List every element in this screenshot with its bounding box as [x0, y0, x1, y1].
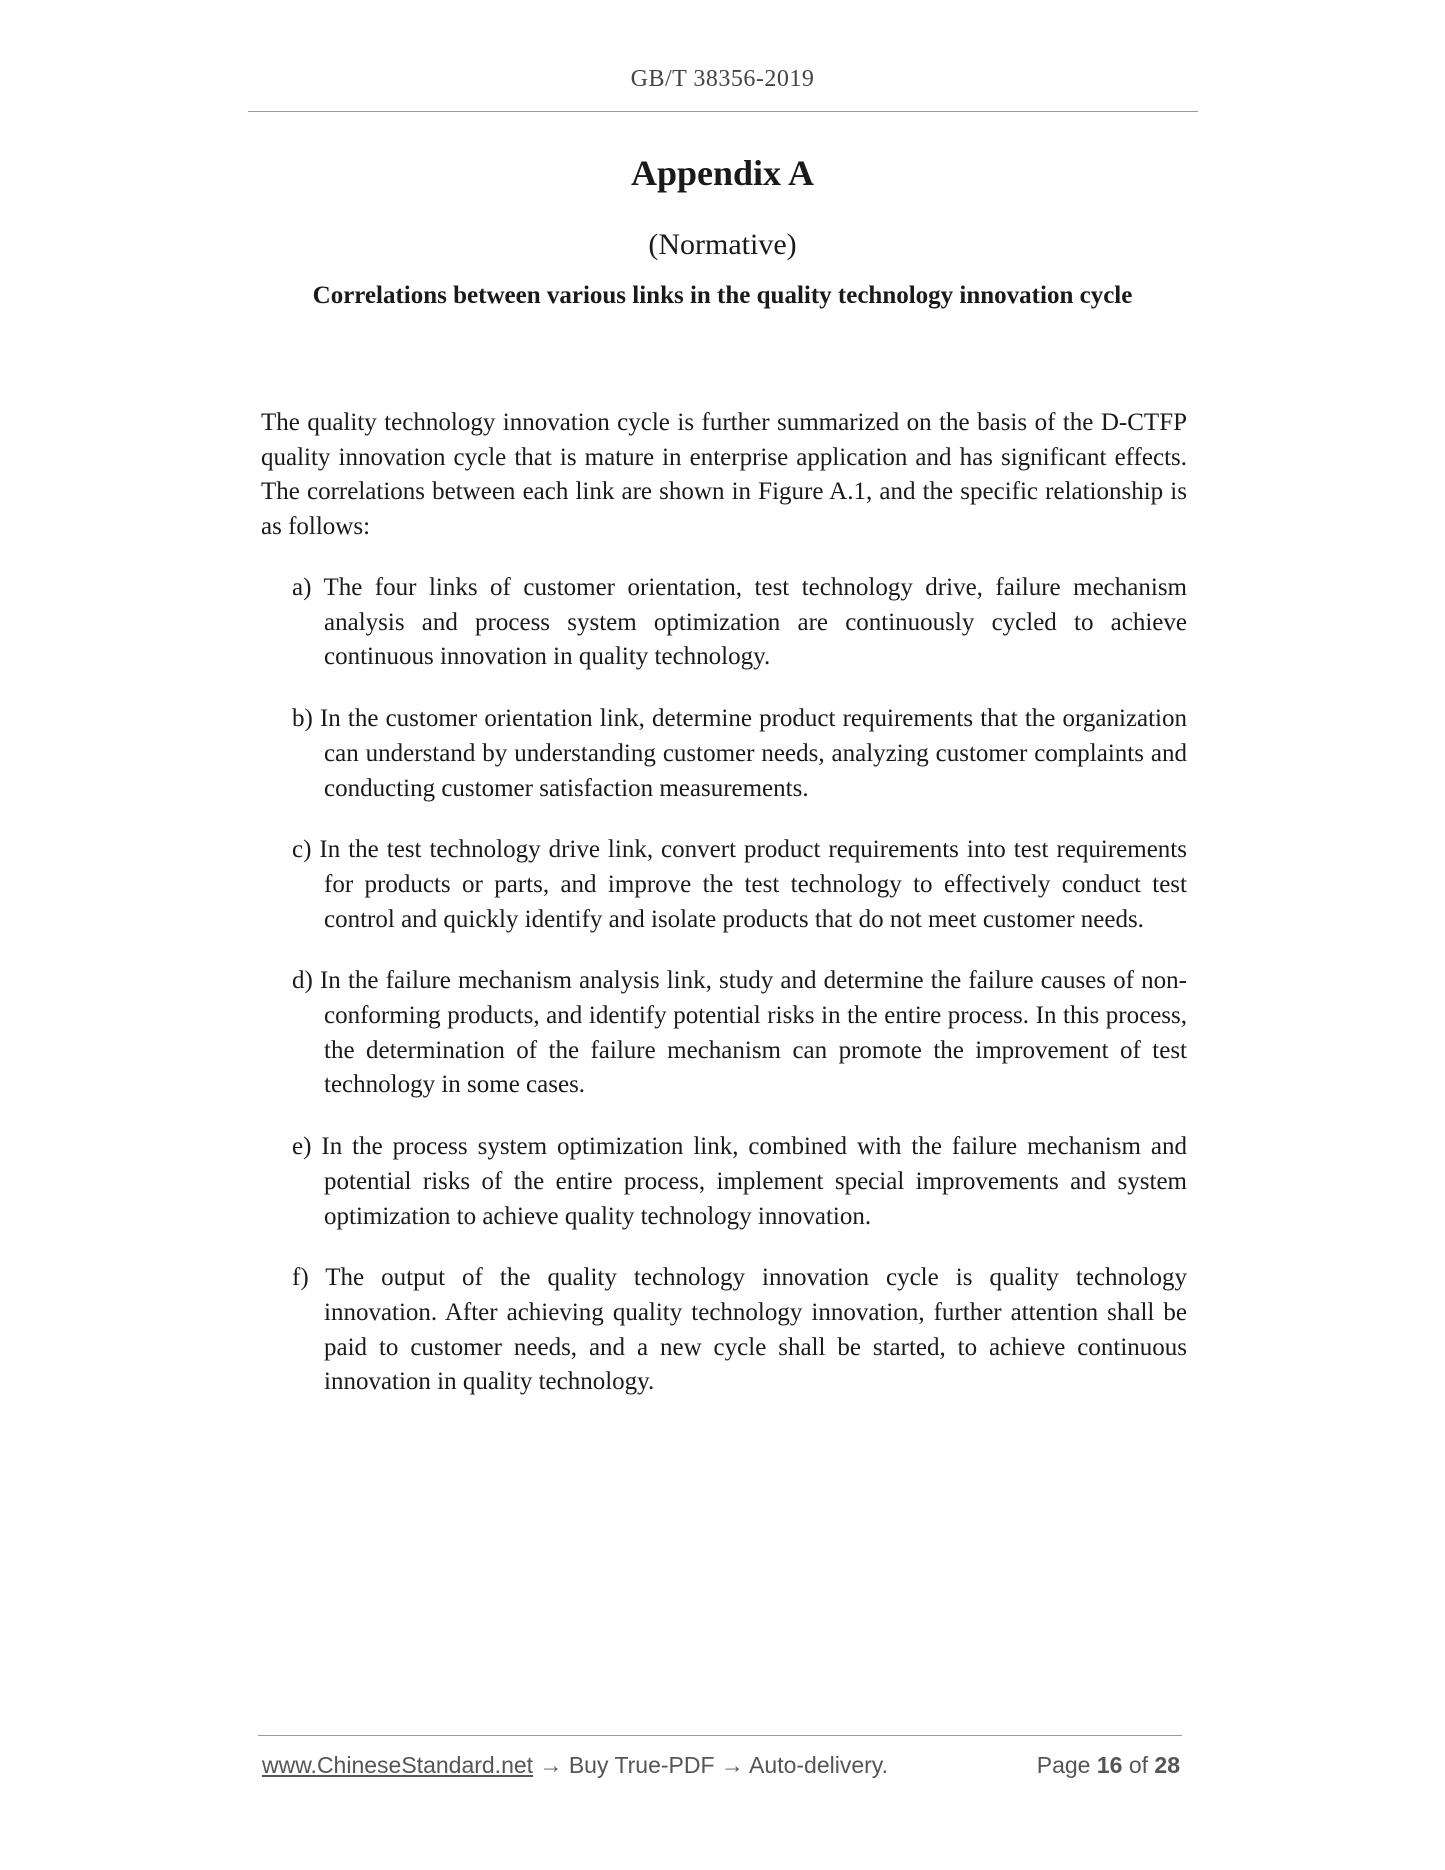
- list-item-a: a) The four links of customer orientation, test technology drive, failure mechanism analysis and process system optimization are continuously cycled to achieve continuous innovation in quality technology.: [292, 574, 1187, 671]
- list-item-f: f) The output of the quality technology innovation cycle is quality technology innovation. After achieving quality technology innovation, further attention shall be paid to customer needs, and a new cycle shall be started, to achieve continuous innovation in quality technology.: [292, 1264, 1187, 1396]
- item-list: [292, 571, 1187, 1427]
- website-link[interactable]: www.ChineseStandard.net: [262, 1752, 534, 1778]
- list-item-c: c) In the test technology drive link, convert product requirements into test requirements for products or parts, and improve the test technology to effectively conduct test control and quickly identify and isolate products that do not meet customer needs.: [292, 836, 1187, 933]
- list-item-e: e) In the process system optimization link, combined with the failure mechanism and potential risks of the entire process, implement special improvements and system optimization to achieve quality technology innovation.: [292, 1133, 1187, 1230]
- document-id-header: GB/T 38356-2019: [630, 66, 815, 92]
- page-label: Page: [1036, 1752, 1091, 1778]
- promo-text: → Buy True-PDF → Auto-delivery.: [533, 1752, 888, 1778]
- page-indicator: [1037, 1752, 1180, 1779]
- list-item-d: d) In the failure mechanism analysis link, study and determine the failure causes of non-conforming products, and identify potential risks in the entire process. In this process, the determination of the failure mechanism can promote the improvement of test technology in some cases.: [292, 967, 1187, 1099]
- page-current: 16: [1096, 1752, 1123, 1778]
- appendix-type: (Normative): [648, 228, 797, 261]
- intro-paragraph: The quality technology innovation cycle is further summarized on the basis of the D-CTFP quality innovation cycle that is mature in enterprise application and has significant effects. The correlations between each link are shown in Figure A.1, and the specific relationship is as follows:: [261, 409, 1187, 541]
- list-item-b: b) In the customer orientation link, determine product requirements that the organization can understand by understanding customer needs, analyzing customer complaints and conducting customer satisfaction measurements.: [292, 705, 1187, 802]
- page-of: of: [1128, 1752, 1149, 1778]
- footer-divider: [258, 1735, 1182, 1736]
- page-total: 28: [1154, 1752, 1180, 1778]
- page-footer: [262, 1752, 1182, 1779]
- appendix-subtitle: Correlations between various links in the quality technology innovation cycle: [312, 282, 1133, 309]
- header-divider: [248, 111, 1198, 112]
- appendix-title: Appendix A: [630, 153, 815, 193]
